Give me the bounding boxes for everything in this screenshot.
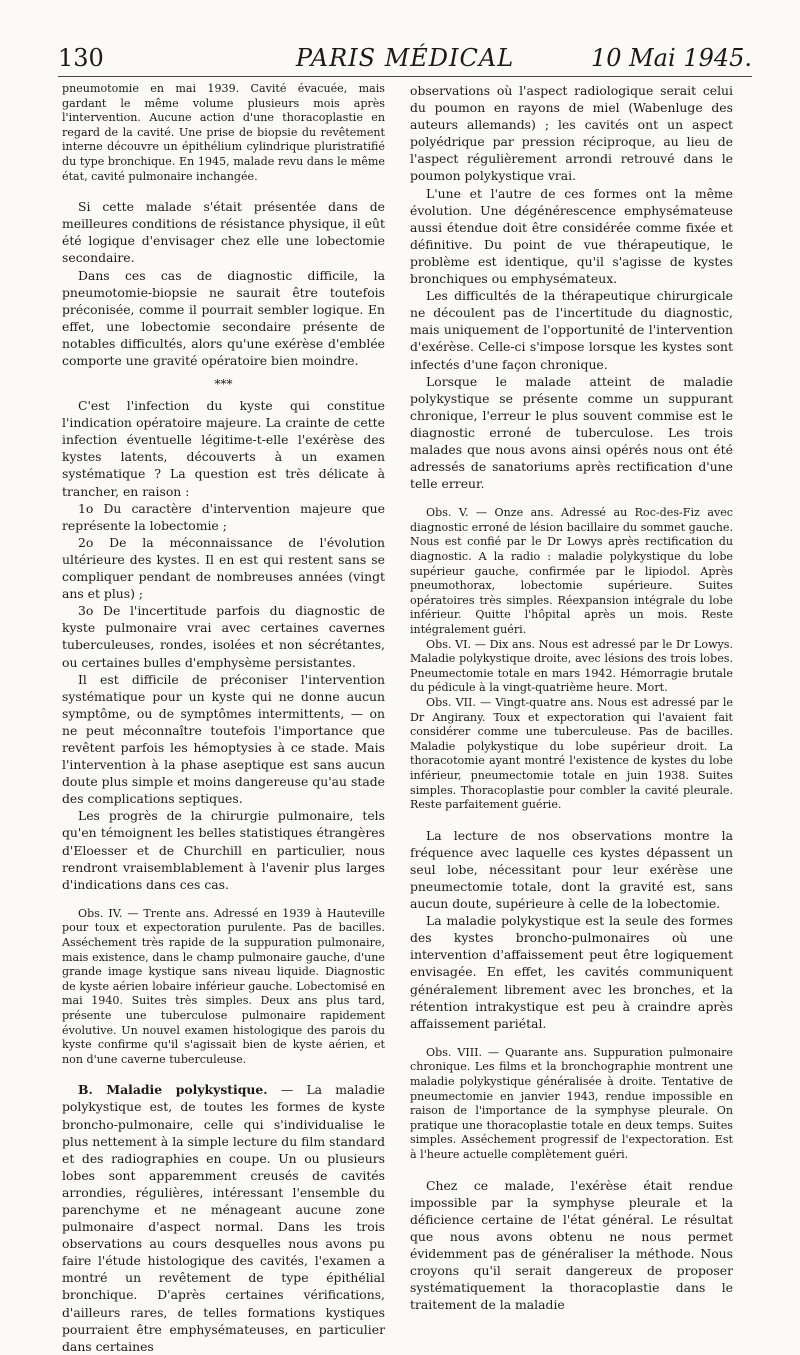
paragraph: Les difficultés de la thérapeutique chirurgicale ne découlent pas de l'incertitude du diagnostic, mais uniquement de l'opportunité de l'intervention d'exérèse. Celle-ci s'impose lorsque les kystes sont infectés d'une façon chronique. [410, 288, 733, 372]
asterism: *** [214, 377, 233, 392]
paragraph: Dans ces cas de diagnostic difficile, la pneumotomie-biopsie ne saurait être toutefois préconisée, comme il pourrait sembler logique. En effet, une lobectomie secondaire présente de notables difficultés, alors qu'une exérèse d'emblée comporte une gravité opératoire bien moindre. [62, 267, 385, 368]
paragraph: Si cette malade s'était présentée dans de meilleures conditions de résistance physique, il eût été logique d'envisager chez elle une lobectomie secondaire. [62, 199, 385, 266]
left-column [62, 82, 385, 1355]
section-separator [62, 375, 385, 393]
observation-8: Obs. VIII. — Quarante ans. Suppuration pulmonaire chronique. Les films et la bronchographie montrent une maladie polykystique généralisée à droite. Tentative de pneumectomie en janvier 1943, rendue impossible en raison de l'importance de la symphyse pleurale. On pratique une thoracoplastie totale en deux temps. Suites simples. Asséchement progressif de l'expectoration. Est à l'heure actuelle complètement guéri. [410, 1045, 733, 1161]
paragraph: C'est l'infection du kyste qui constitue l'indication opératoire majeure. La crainte de cette infection éventuelle légitime-t-elle l'exérèse des kystes latents, découverts à un examen systématique ? La question est très délicate à trancher, en raison : [62, 398, 385, 499]
paragraph: Les progrès de la chirurgie pulmonaire, tels qu'en témoignent les belles statistiques étrangères d'Eloesser et de Churchill en particulier, nous rendront vraisemblablement à l'avenir plus larges d'indications dans ces cas. [62, 808, 385, 892]
section-b [62, 1081, 385, 1355]
paragraph: Il est difficile de préconiser l'intervention systématique pour un kyste qui ne donne aucun symptôme, ou de symptômes intermittents, — on ne peut méconnaître toutefois l'importance que revêtent parfois les hémoptysies à ce stade. Mais l'intervention à la phase aseptique est sans aucun doute plus simple et moins dangereuse qu'au stade des complications septiques. [62, 671, 385, 807]
observation-5: Obs. V. — Onze ans. Adressé au Roc-des-Fiz avec diagnostic erroné de lésion bacillaire du sommet gauche. Nous est confié par le Dr Lowys après rectification du diagnostic. A la radio : maladie polykystique du lobe supérieur gauche, confirmée par le lipiodol. Après pneumothorax, lobectomie supérieure. Suites opératoires très simples. Réexpansion intégrale du lobe inférieur. Quitte l'hôpital après un mois. Reste intégralement guéri. [410, 506, 733, 636]
list-item: 3o De l'incertitude parfois du diagnostic de kyste pulmonaire vrai avec certaines cavernes tuberculeuses, rondes, isolées et non sécrétantes, ou certaines bulles d'emphysème persistantes. [62, 603, 385, 670]
observation-7: Obs. VII. — Vingt-quatre ans. Nous est adressé par le Dr Angirany. Toux et expectoration qui l'avaient fait considérer comme une tuberculeuse. Pas de bacilles. Maladie polykystique du lobe supérieur droit. La thoracotomie ayant montré l'existence de kystes du lobe inférieur, pneumectomie totale en juin 1938. Suites simples. Thoracoplastie pour combler la cavité pleurale. Reste parfaitement guérie. [410, 695, 733, 812]
observation-continued: pneumotomie en mai 1939. Cavité évacuée, mais gardant le même volume plusieurs mois après l'intervention. Aucune action d'une thoracoplastie en regard de la cavité. Une prise de biopsie du revêtement interne découvre un épithélium cylindrique pluristratifié du type bronchique. En 1945, malade revu dans le même état, cavité pulmonaire inchangée. [62, 82, 385, 183]
right-column [410, 82, 733, 1313]
list-item: 2o De la méconnaissance de l'évolution ultérieure des kystes. Il en est qui restent sans se compliquer pendant de nombreuses années (vingt ans et plus) ; [62, 534, 385, 602]
journal-title: PARIS MÉDICAL [295, 44, 515, 72]
page-number: 130 [58, 44, 104, 72]
paragraph: Lorsque le malade atteint de maladie polykystique se présente comme un suppurant chronique, l'erreur le plus souvent commise est le diagnostic erroné de tuberculose. Les trois malades que nous avons ainsi opérés nous ont été adressés de sanatoriums après rectification d'une telle erreur. [410, 373, 733, 492]
paragraph: L'une et l'autre de ces formes ont la même évolution. Une dégénérescence emphysémateuse aussi étendue doit être considérée comme fixée et définitive. Du point de vue thérapeutique, le problème est identique, qu'il s'agisse de kystes bronchiques ou emphysémateux. [410, 185, 733, 287]
observation-4: Obs. IV. — Trente ans. Adressé en 1939 à Hauteville pour toux et expectoration purulente. Pas de bacilles. Asséchement très rapide de la suppuration pulmonaire, mais existence, dans le champ pulmonaire gauche, d'une grande image kystique sans niveau liquide. Diagnostic de kyste aérien lobaire inférieur gauche. Lobectomisé en mai 1940. Suites très simples. Deux ans plus tard, présente une tuberculose pulmonaire rapidement évolutive. Un nouvel examen histologique des parois du kyste confirme qu'il s'agissait bien de kyste aérien, et non d'une caverne tuberculeuse. [62, 906, 385, 1066]
page-header [58, 44, 752, 78]
issue-date: 10 Mai 1945. [590, 44, 752, 72]
list-item: 1o Du caractère d'intervention majeure que représente la lobectomie ; [62, 500, 385, 533]
header-rule [58, 76, 752, 77]
observation-6: Obs. VI. — Dix ans. Nous est adressé par le Dr Lowys. Maladie polykystique droite, avec lésions des trois lobes. Pneumectomie totale en mars 1942. Hémorragie brutale du pédicule à la vingt-quatrième heure. Mort. [410, 637, 733, 695]
section-b-text: — La maladie polykystique est, de toutes les formes de kyste broncho-pulmonaire, celle qui s'individualise le plus nettement à la simple lecture du film standard et des radiographies en coupe. Un ou plusieurs lobes sont apparemment creusés de cavités arrondies, régulières, intéressant l'ensemble du parenchyme et ne ménageant aucune zone pulmonaire d'aspect normal. Dans les trois observations au cours desquelles nous avons pu faire l'étude histologique des cavités, l'examen a montré un revêtement de type épithélial bronchique. D'après certaines vérifications, d'ailleurs rares, de telles formations kystiques pourraient être emphysémateuses, en particulier dans certaines [62, 1082, 385, 1354]
paragraph: La maladie polykystique est la seule des formes des kystes broncho-pulmonaires où une intervention d'affaissement peut être logiquement envisagée. En effet, les cavités communiquent généralement librement avec les bronches, et la rétention intrakystique est peu à craindre après affaissement pariétal. [410, 913, 733, 1031]
paragraph: observations où l'aspect radiologique serait celui du poumon en rayons de miel (Wabenluge des auteurs allemands) ; les cavités ont un aspect polyédrique par pression réciproque, au lieu de l'aspect régulièrement arrondi retrouvé dans le poumon polykystique vrai. [410, 83, 733, 184]
paragraph: La lecture de nos observations montre la fréquence avec laquelle ces kystes dépassent un seul lobe, nécessitant pour leur exérèse une pneumectomie totale, dont la gravité est, sans aucun doute, supérieure à celle de la lobectomie. [410, 827, 733, 912]
section-b-heading: B. Maladie polykystique. [78, 1082, 268, 1098]
paragraph: Chez ce malade, l'exérèse était rendue impossible par la symphyse pleurale et la déficience certaine de l'état général. Le résultat que nous avons obtenu ne nous permet évidemment pas de généraliser la méthode. Nous croyons qu'il serait dangereux de proposer systématiquement la thoracoplastie dans le traitement de la maladie [410, 1177, 733, 1313]
